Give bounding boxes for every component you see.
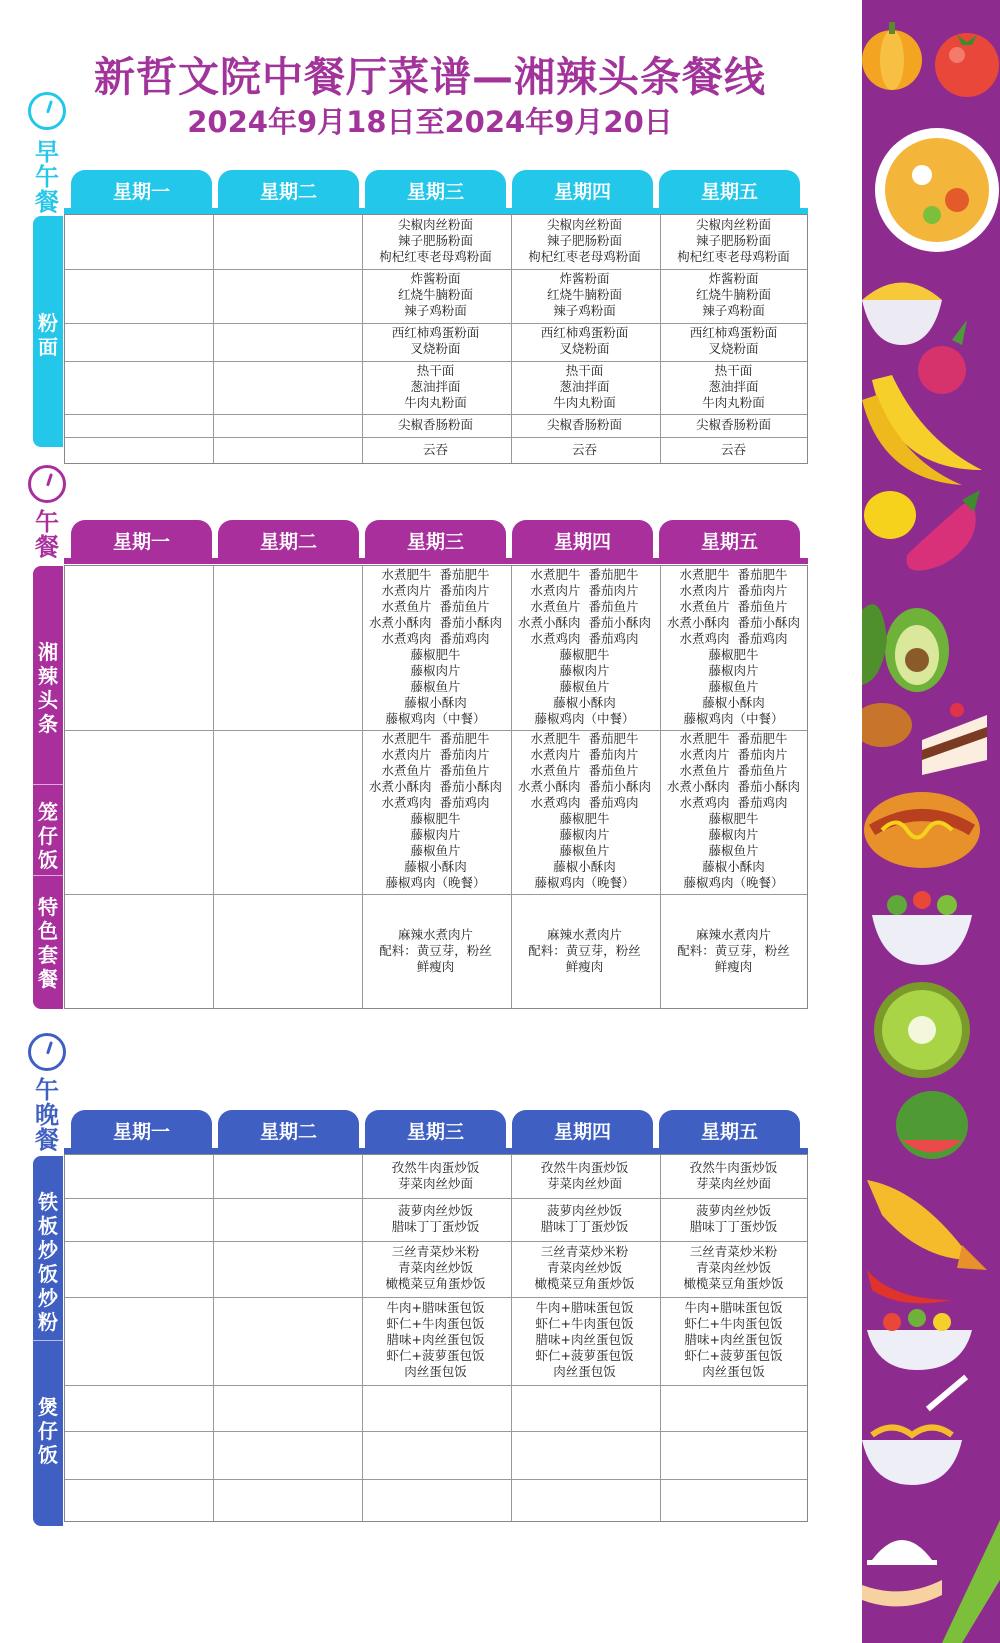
cloche-icon: [862, 1540, 942, 1606]
tab-lunch-day-1: 星期一: [71, 520, 212, 564]
menu-cell: [361, 1430, 510, 1478]
lunch-category-label: 笼仔饭: [38, 800, 58, 872]
clock-icon: [28, 465, 66, 503]
leek-icon: [942, 1520, 1000, 1643]
breakfast-category-label: 粉面: [38, 311, 58, 359]
menu-cell: 水煮肥牛 番茄肥牛 水煮肉片 番茄肉片 水煮鱼片 番茄鱼片 水煮小酥肉 番茄小酥肉 水煮鸡肉 番茄鸡肉 藤椒肥牛 藤椒肉片 藤椒鱼片 藤椒小酥肉 藤椒鸡肉（晚餐）: [518, 731, 651, 890]
lemon-icon: [864, 491, 916, 539]
watermelon-icon: [896, 1091, 968, 1159]
menu-cell: [361, 1384, 510, 1430]
bread-icon: [862, 703, 912, 747]
menu-cell: [659, 1478, 808, 1522]
eggplant-icon: [906, 490, 980, 571]
dinner-category-label: 铁板炒饭炒粉: [38, 1190, 58, 1334]
menu-cell: 水煮肥牛 番茄肥牛 水煮肉片 番茄肉片 水煮鱼片 番茄鱼片 水煮小酥肉 番茄小酥肉 水煮鸡肉 番茄鸡肉 藤椒肥牛 藤椒肉片 藤椒鱼片 藤椒小酥肉 藤椒鸡肉（中餐）: [667, 567, 800, 726]
menu-cell: 孜然牛肉蛋炒饭 芽菜肉丝炒面: [689, 1159, 778, 1191]
menu-cell: [659, 1384, 808, 1430]
menu-cell: 孜然牛肉蛋炒饭 芽菜肉丝炒面: [391, 1159, 480, 1191]
lunch-category-label: 湘辣头条: [38, 640, 58, 736]
tab-dinner-day-2: 星期二: [218, 1110, 359, 1154]
tab-dinner-day-5: 星期五: [659, 1110, 800, 1154]
menu-cell: 尖椒香肠粉面: [546, 416, 622, 432]
menu-cell: 云吞: [571, 442, 597, 457]
menu-cell: 热干面 葱油拌面 牛肉丸粉面: [553, 362, 616, 410]
menu-cell: 菠萝肉丝炒饭 腊味丁丁蛋炒饭: [540, 1202, 629, 1234]
menu-cell: 牛肉+腊味蛋包饭 虾仁+牛肉蛋包饭 腊味+肉丝蛋包饭 虾仁+菠萝蛋包饭 肉丝蛋包饭: [386, 1300, 485, 1379]
tab-lunch-day-4: 星期四: [512, 520, 653, 564]
menu-cell: [510, 1430, 659, 1478]
menu-cell: 三丝青菜炒米粉 青菜肉丝炒饭 橄榄菜豆角蛋炒饭: [385, 1244, 486, 1291]
tab-lunch-day-5: 星期五: [659, 520, 800, 564]
menu-cell: 云吞: [720, 442, 746, 457]
lunch-category-label: 特色套餐: [38, 895, 58, 991]
date-range: 2024年9月18日至2024年9月20日: [187, 105, 673, 139]
lunch-meal-name: 午餐: [35, 508, 59, 561]
tab-breakfast-day-3: 星期三: [365, 170, 506, 214]
menu-cell: [659, 1430, 808, 1478]
menu-cell: 尖椒肉丝粉面 辣子肥肠粉面 枸杞红枣老母鸡粉面: [379, 217, 492, 264]
menu-cell: 西红柿鸡蛋粉面 叉烧粉面: [391, 325, 480, 356]
tab-breakfast-day-2: 星期二: [218, 170, 359, 214]
dinner-meal-name: 午晚餐: [35, 1076, 59, 1154]
tomato-icon: [935, 33, 999, 97]
salad-bowl-icon: [872, 891, 972, 965]
tab-lunch-day-3: 星期三: [365, 520, 506, 564]
menu-cell: 麻辣水煮肉片 配料：黄豆芽，粉丝 鲜瘦肉: [379, 927, 492, 974]
menu-cell: 三丝青菜炒米粉 青菜肉丝炒饭 橄榄菜豆角蛋炒饭: [534, 1244, 635, 1291]
menu-cell: 菠萝肉丝炒饭 腊味丁丁蛋炒饭: [689, 1202, 778, 1234]
tab-breakfast-day-4: 星期四: [512, 170, 653, 214]
menu-cell: 三丝青菜炒米粉 青菜肉丝炒饭 橄榄菜豆角蛋炒饭: [683, 1244, 784, 1291]
menu-cell: 水煮肥牛 番茄肥牛 水煮肉片 番茄肉片 水煮鱼片 番茄鱼片 水煮小酥肉 番茄小酥肉 水煮鸡肉 番茄鸡肉 藤椒肥牛 藤椒肉片 藤椒鱼片 藤椒小酥肉 藤椒鸡肉（晚餐）: [369, 731, 502, 890]
menu-cell: 尖椒肉丝粉面 辣子肥肠粉面 枸杞红枣老母鸡粉面: [528, 217, 641, 264]
menu-cell: 云吞: [422, 442, 448, 457]
header-strip: [64, 558, 808, 564]
menu-cell: 麻辣水煮肉片 配料：黄豆芽，粉丝 鲜瘦肉: [677, 927, 790, 974]
menu-cell: 牛肉+腊味蛋包饭 虾仁+牛肉蛋包饭 腊味+肉丝蛋包饭 虾仁+菠萝蛋包饭 肉丝蛋包饭: [684, 1300, 783, 1379]
menu-cell: [510, 1478, 659, 1522]
clock-icon: [28, 1033, 66, 1071]
fruit-salad-icon: [867, 1309, 972, 1370]
menu-cell: [510, 1384, 659, 1430]
noodle-bowl-icon: [862, 1375, 968, 1485]
menu-cell: 炸酱粉面 红烧牛腩粉面 辣子鸡粉面: [546, 271, 622, 318]
tab-breakfast-day-5: 星期五: [659, 170, 800, 214]
menu-cell: 牛肉+腊味蛋包饭 虾仁+牛肉蛋包饭 腊味+肉丝蛋包饭 虾仁+菠萝蛋包饭 肉丝蛋包饭: [535, 1300, 634, 1379]
menu-cell: 尖椒肉丝粉面 辣子肥肠粉面 枸杞红枣老母鸡粉面: [677, 217, 790, 264]
pumpkin-icon: [862, 22, 922, 90]
menu-cell: 尖椒香肠粉面: [397, 416, 473, 432]
menu-cell: 热干面 葱油拌面 牛肉丸粉面: [702, 362, 765, 410]
menu-cell: 菠萝肉丝炒饭 腊味丁丁蛋炒饭: [391, 1202, 480, 1234]
menu-cell: 麻辣水煮肉片 配料：黄豆芽，粉丝 鲜瘦肉: [528, 927, 641, 974]
kiwi-icon: [874, 982, 970, 1078]
dinner-category-label: 煲仔饭: [38, 1395, 58, 1467]
page-title: 新哲文院中餐厅菜谱—湘辣头条餐线: [94, 53, 766, 101]
menu-cell: 炸酱粉面 红烧牛腩粉面 辣子鸡粉面: [397, 271, 473, 318]
menu-cell: 水煮肥牛 番茄肥牛 水煮肉片 番茄肉片 水煮鱼片 番茄鱼片 水煮小酥肉 番茄小酥肉 水煮鸡肉 番茄鸡肉 藤椒肥牛 藤椒肉片 藤椒鱼片 藤椒小酥肉 藤椒鸡肉（晚餐）: [667, 731, 800, 890]
menu-cell: 尖椒香肠粉面: [695, 416, 771, 432]
chili-icon: [867, 1270, 952, 1303]
menu-cell: 西红柿鸡蛋粉面 叉烧粉面: [689, 325, 778, 356]
hotdog-icon: [864, 792, 980, 868]
menu-cell: [361, 1478, 510, 1522]
food-decoration-strip: [862, 0, 1000, 1643]
clock-icon: [28, 92, 66, 130]
food-illustrations: [862, 0, 1000, 1643]
breakfast-meal-name: 早午餐: [35, 138, 59, 216]
curry-bowl-icon: [875, 128, 999, 252]
menu-cell: 热干面 葱油拌面 牛肉丸粉面: [404, 362, 467, 410]
menu-cell: 西红柿鸡蛋粉面 叉烧粉面: [540, 325, 629, 356]
avocado-icon: [862, 604, 949, 692]
tab-lunch-day-2: 星期二: [218, 520, 359, 564]
tab-dinner-day-4: 星期四: [512, 1110, 653, 1154]
menu-cell: 炸酱粉面 红烧牛腩粉面 辣子鸡粉面: [695, 271, 771, 318]
menu-cell: 水煮肥牛 番茄肥牛 水煮肉片 番茄肉片 水煮鱼片 番茄鱼片 水煮小酥肉 番茄小酥肉 水煮鸡肉 番茄鸡肉 藤椒肥牛 藤椒肉片 藤椒鱼片 藤椒小酥肉 藤椒鸡肉（中餐）: [369, 567, 502, 726]
fish-icon: [867, 1180, 987, 1270]
menu-cell: 水煮肥牛 番茄肥牛 水煮肉片 番茄肉片 水煮鱼片 番茄鱼片 水煮小酥肉 番茄小酥肉 水煮鸡肉 番茄鸡肉 藤椒肥牛 藤椒肉片 藤椒鱼片 藤椒小酥肉 藤椒鸡肉（中餐）: [518, 567, 651, 726]
tab-dinner-day-3: 星期三: [365, 1110, 506, 1154]
tab-dinner-day-1: 星期一: [71, 1110, 212, 1154]
banana-icon: [862, 375, 982, 485]
tab-breakfast-day-1: 星期一: [71, 170, 212, 214]
chips-bowl-icon: [862, 283, 942, 346]
cake-icon: [922, 703, 987, 775]
menu-cell: 孜然牛肉蛋炒饭 芽菜肉丝炒面: [540, 1159, 629, 1191]
